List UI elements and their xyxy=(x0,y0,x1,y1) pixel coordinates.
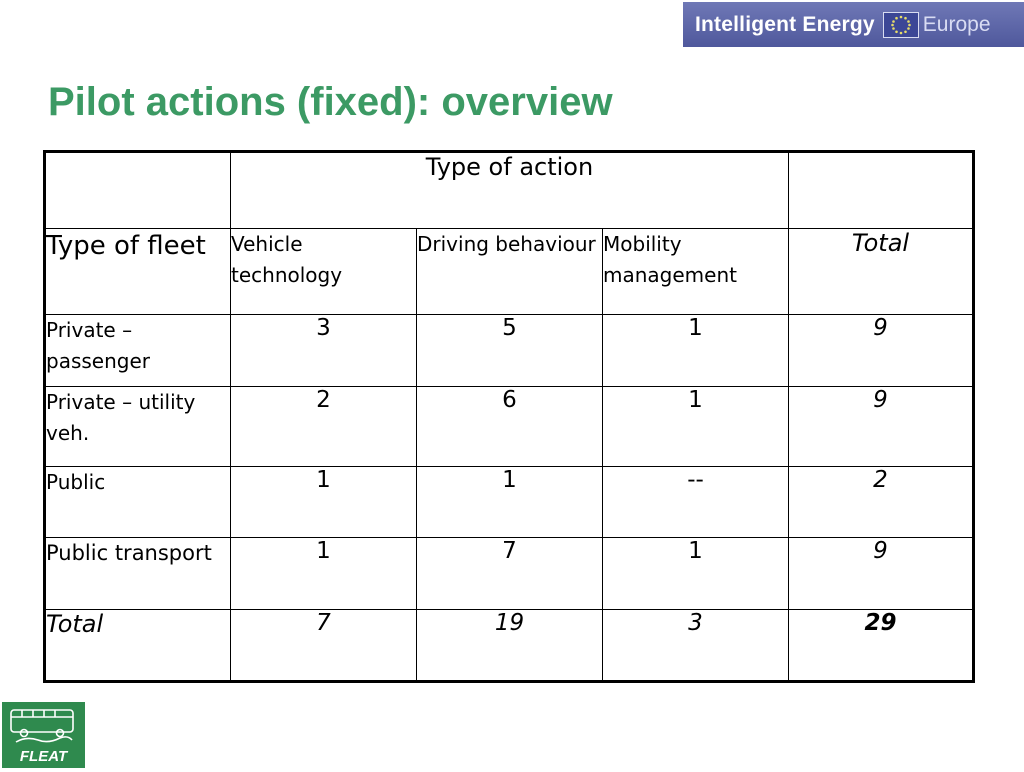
table-cell: 7 xyxy=(417,538,603,610)
table-row xyxy=(45,315,974,387)
column-total-cell: 19 xyxy=(417,610,603,682)
row-label: Public xyxy=(45,467,231,538)
table-cell: 3 xyxy=(231,315,417,387)
table-row xyxy=(45,538,974,610)
grand-total-cell: 29 xyxy=(789,610,974,682)
fleat-logo xyxy=(2,702,85,768)
page-title: Pilot actions (fixed): overview xyxy=(48,80,613,124)
table-cell: 1 xyxy=(603,538,789,610)
intelligent-energy-logo xyxy=(683,2,1024,47)
table-row xyxy=(45,387,974,467)
row-total-cell: 9 xyxy=(789,315,974,387)
pilot-actions-table xyxy=(43,150,975,683)
column-header: Driving behaviour xyxy=(417,229,603,315)
column-total-cell: 3 xyxy=(603,610,789,682)
table-cell: 1 xyxy=(231,467,417,538)
column-header-row xyxy=(45,229,974,315)
table-cell: 1 xyxy=(603,315,789,387)
table-row xyxy=(45,467,974,538)
total-column-header: Total xyxy=(789,229,974,315)
region-name: Europe xyxy=(922,12,991,36)
column-header: Mobility management xyxy=(603,229,789,315)
eu-flag-icon xyxy=(883,12,919,38)
table-cell: -- xyxy=(603,467,789,538)
column-total-cell: 7 xyxy=(231,610,417,682)
row-label: Public transport xyxy=(45,538,231,610)
row-total-cell: 9 xyxy=(789,538,974,610)
column-header: Vehicle technology xyxy=(231,229,417,315)
type-of-fleet-header: Type of fleet xyxy=(45,229,231,315)
total-row xyxy=(45,610,974,682)
table-cell: 1 xyxy=(603,387,789,467)
brand-name: Intelligent Energy xyxy=(695,12,875,36)
table-cell: 1 xyxy=(231,538,417,610)
table-header-row xyxy=(45,152,974,229)
row-label: Private – passenger xyxy=(45,315,231,387)
table-cell: 5 xyxy=(417,315,603,387)
row-total-cell: 9 xyxy=(789,387,974,467)
total-row-label: Total xyxy=(45,610,231,682)
row-label: Private – utility veh. xyxy=(45,387,231,467)
table-cell: 6 xyxy=(417,387,603,467)
row-total-cell: 2 xyxy=(789,467,974,538)
empty-corner-cell xyxy=(45,152,231,229)
table-cell: 2 xyxy=(231,387,417,467)
empty-header-cell xyxy=(789,152,974,229)
fleat-logo-text: FLEAT xyxy=(19,748,68,765)
type-of-action-header: Type of action xyxy=(231,152,789,229)
table-cell: 1 xyxy=(417,467,603,538)
bus-icon xyxy=(2,702,85,768)
